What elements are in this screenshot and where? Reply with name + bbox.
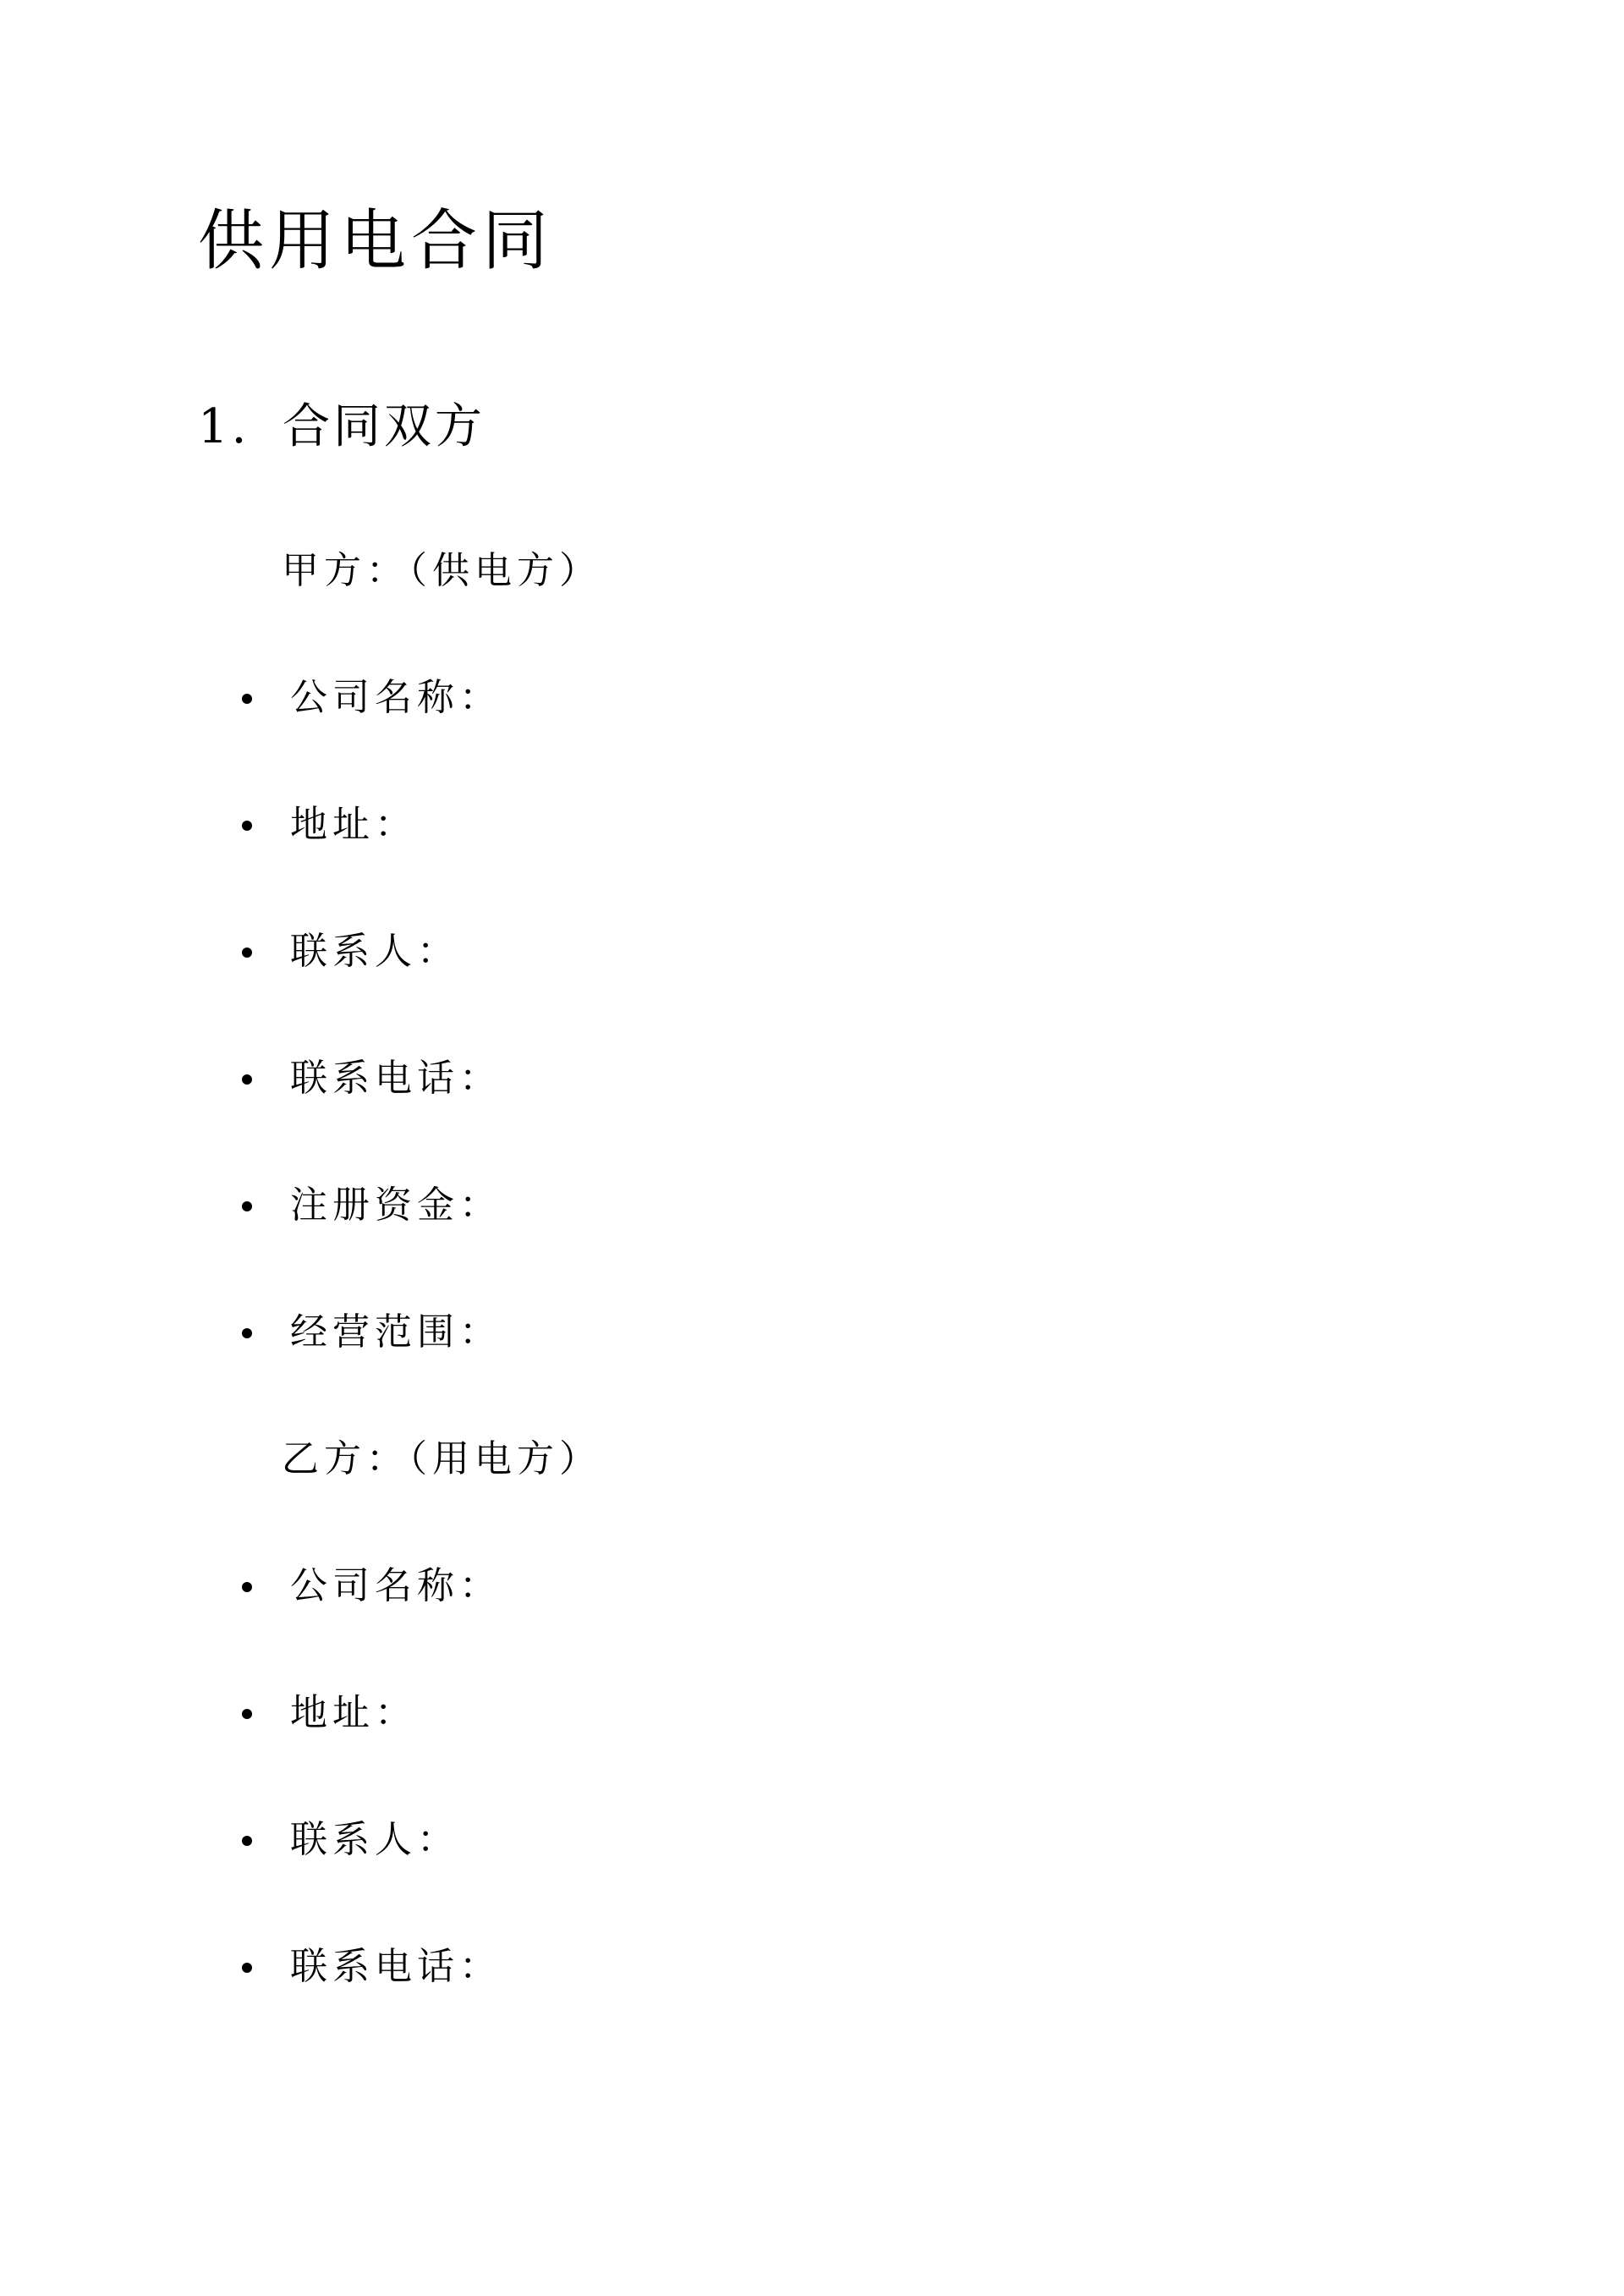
field-label: 地址： [290, 1691, 417, 1734]
field-label: 联系人： [290, 930, 459, 973]
party-b-field-company-name [242, 1561, 502, 1612]
bullet-icon [242, 1074, 252, 1085]
party-b-field-address [242, 1688, 417, 1738]
party-a-field-contact-person [242, 926, 459, 977]
field-label: 联系电话： [290, 1057, 502, 1100]
bullet-icon [242, 1836, 252, 1846]
party-a-field-company-name [242, 673, 502, 723]
bullet-icon [242, 1582, 252, 1592]
document-title: 供用电合同 [198, 203, 554, 279]
party-a-field-contact-phone [242, 1053, 502, 1104]
field-label: 地址： [290, 803, 417, 846]
bullet-icon [242, 1709, 252, 1719]
party-b-label: 乙方：（用电方） [282, 1437, 601, 1480]
bullet-icon [242, 1328, 252, 1338]
field-label: 注册资金： [290, 1184, 502, 1227]
party-a-field-business-scope [242, 1307, 502, 1358]
bullet-icon [242, 1963, 252, 1973]
section-heading-text: 合同双方 [283, 399, 486, 454]
bullet-icon [242, 1201, 252, 1211]
field-label: 联系人： [290, 1818, 459, 1861]
party-a-field-address [242, 799, 417, 850]
bullet-icon [242, 948, 252, 958]
party-b-field-contact-phone [242, 1942, 502, 1992]
field-label: 公司名称： [290, 1564, 502, 1607]
bullet-icon [242, 694, 252, 704]
party-a-field-registered-capital [242, 1180, 502, 1231]
party-a-label: 甲方：（供电方） [282, 549, 601, 592]
field-label: 公司名称： [290, 676, 502, 719]
bullet-icon [242, 821, 252, 831]
section-number: 1. [198, 399, 250, 454]
party-b-field-contact-person [242, 1815, 459, 1865]
field-label: 经营范围： [290, 1310, 502, 1354]
field-label: 联系电话： [290, 1945, 502, 1988]
section-heading [198, 393, 486, 461]
